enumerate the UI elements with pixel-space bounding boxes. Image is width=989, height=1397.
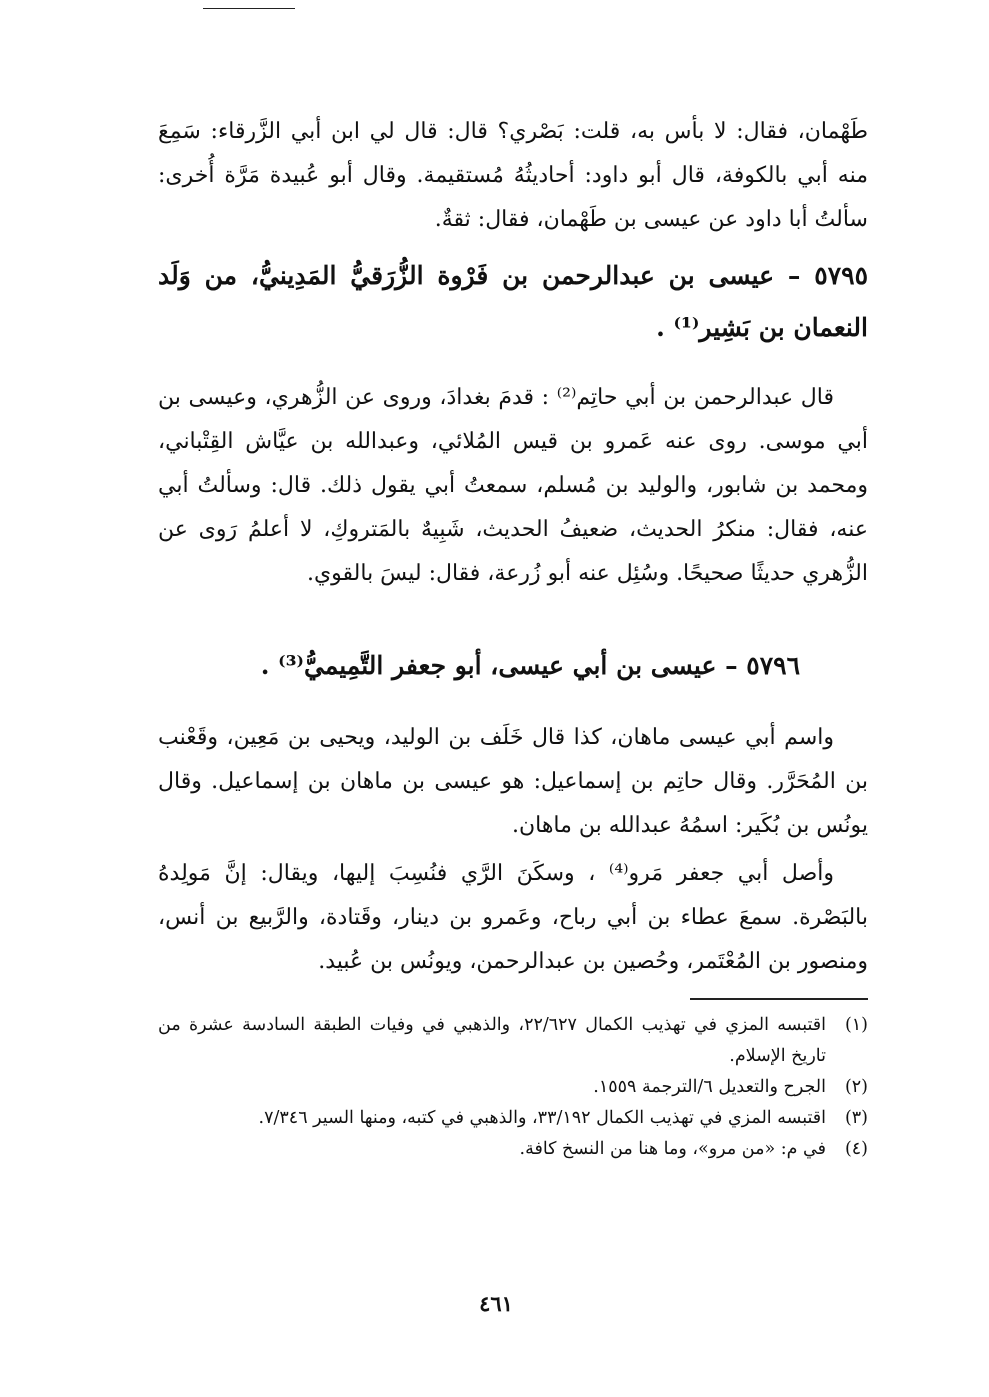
footnote bbox=[158, 1134, 868, 1165]
footnote-number: (٤) bbox=[844, 1139, 868, 1159]
paragraph: وأصل أبي جعفر مَرو⁽⁴⁾ ، وسكَنَ الرَّي فنُسِبَ إليها، ويقال: إنَّ مَولِدهُ بالبَصْرة. سمعَ عطاء بن أبي رباح، وعَمرو بن دينار، وقَتادة، والرَّبيع بن أنس، ومنصور بن المُعْتَمر، وحُصين بن عبدالرحمن، ويونُس بن عُبيد. bbox=[158, 861, 868, 974]
paragraph: طَهْمان، فقال: لا بأس به، قلت: بَصْري؟ قال: قال لي ابن أبي الزَّرقاء: سَمِعَ منه أبي بالكوفة، قال أبو داود: أحاديثُهُ مُستقيمة. وقال أبو عُبيدة مَرَّة أُخرى: سألتُ أبا داود عن عيسى بن طَهْمان، فقال: ثقةٌ. bbox=[158, 119, 868, 232]
footnote-number: (٢) bbox=[844, 1077, 868, 1097]
top-rule bbox=[203, 8, 295, 9]
footnote bbox=[158, 1103, 868, 1134]
page-number: ٤٦١ bbox=[479, 1291, 513, 1316]
footnote bbox=[158, 1072, 868, 1103]
footnote bbox=[158, 1010, 868, 1072]
entry-5794-tail bbox=[158, 110, 868, 242]
footnote-text: اقتبسه المزي في تهذيب الكمال ٢٢/٦٢٧، والذهبي في وفيات الطبقة السادسة عشرة من تاريخ الإسلام. bbox=[158, 1015, 827, 1066]
footnote-number: (١) bbox=[844, 1015, 868, 1035]
entry-5795-body bbox=[158, 376, 868, 596]
footnote-text: الجرح والتعديل ٦/الترجمة ١٥٥٩. bbox=[593, 1077, 826, 1097]
footnote-text: اقتبسه المزي في تهذيب الكمال ٣٣/١٩٢، والذهبي في كتبه، ومنها السير ٧/٣٤٦. bbox=[258, 1108, 826, 1128]
entry-5796-heading: ٥٧٩٦ – عيسى بن أبي عيسى، أبو جعفر التَّمِيميُّ⁽³⁾ . bbox=[260, 651, 800, 680]
footnote-text: في م: «من مرو»، وما هنا من النسخ كافة. bbox=[519, 1139, 826, 1159]
paragraph: واسم أبي عيسى ماهان، كذا قال خَلَف بن الوليد، ويحيى بن مَعِين، وقَعْنب بن المُحَرَّر. وقال حاتِم بن إسماعيل: هو عيسى بن ماهان بن إسماعيل. وقال يونُس بن بُكَير: اسمُهُ عبدالله بن ماهان. bbox=[158, 725, 868, 838]
entry-5795-heading: ٥٧٩٥ – عيسى بن عبدالرحمن بن فَرْوة الزُّرَقيُّ المَدِينيُّ، من وَلَد النعمان بن بَشِير⁽¹⁾ . bbox=[158, 261, 868, 342]
footnotes bbox=[158, 1010, 868, 1165]
paragraph: قال عبدالرحمن بن أبي حاتِم⁽²⁾ : قدمَ بغدادَ، وروى عن الزُّهري، وعيسى بن أبي موسى. روى عنه عَمرو بن قيس المُلائي، وعبدالله بن عيَّاش القِتْباني، ومحمد بن شابور، والوليد بن مُسلم، سمعتُ أبي يقول ذلك. قال: وسألتُ أبي عنه، فقال: منكرُ الحديث، ضعيفُ الحديث، شَبِيهٌ بالمَتروكِ، لا أعلمُ رَوى عن الزُّهري حديثًا صحيحًا. وسُئِل عنه أبو زُرعة، فقال: ليسَ بالقوي. bbox=[158, 385, 868, 586]
footnote-rule bbox=[690, 998, 868, 1000]
entry-5796-body bbox=[158, 716, 868, 984]
footnote-number: (٣) bbox=[844, 1108, 868, 1128]
